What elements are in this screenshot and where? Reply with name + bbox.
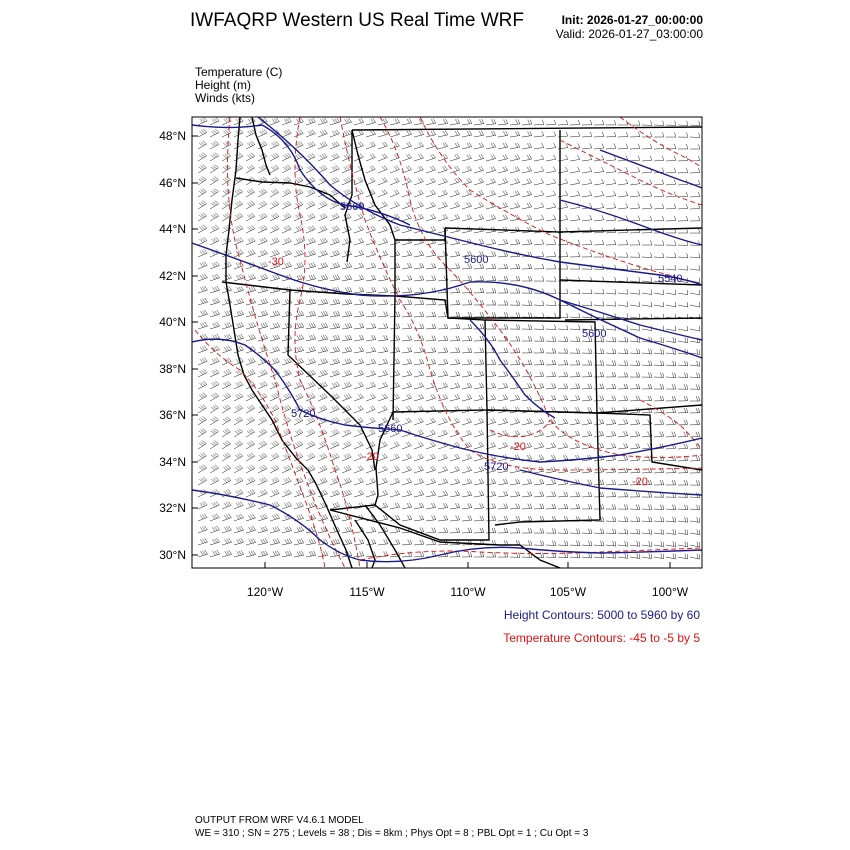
- lat-label: 46°N: [159, 176, 186, 190]
- model-info: OUTPUT FROM WRF V4.6.1 MODEL: [195, 815, 364, 826]
- temperature-label: -20: [510, 441, 526, 453]
- lat-label: 30°N: [159, 548, 186, 562]
- temperature-contour-legend: Temperature Contours: -45 to -5 by 5: [503, 631, 700, 645]
- temperature-label: -20: [632, 476, 648, 488]
- lat-label: 42°N: [159, 269, 186, 283]
- variable-temperature: Temperature (C): [195, 65, 283, 79]
- lon-label: 120°W: [246, 585, 284, 599]
- temperature-label: -20: [363, 451, 379, 463]
- height-contour-legend: Height Contours: 5000 to 5960 by 60: [503, 608, 700, 622]
- state-borders: [222, 117, 702, 568]
- temperature-label: -30: [268, 256, 284, 268]
- lon-label: 115°W: [349, 585, 385, 599]
- lon-label: 105°W: [549, 585, 587, 599]
- height-label: 5660: [378, 423, 403, 435]
- lat-label: 44°N: [159, 222, 186, 236]
- init-time: Init: 2026-01-27_00:00:00: [561, 13, 703, 27]
- wind-barbs: [198, 117, 700, 559]
- lon-label: 110°W: [450, 585, 486, 599]
- lat-label: 32°N: [159, 501, 186, 515]
- lon-label: 100°W: [651, 585, 689, 599]
- height-label: 5600: [464, 254, 489, 266]
- height-label: 5540: [658, 273, 683, 285]
- valid-time: Valid: 2026-01-27_03:00:00: [555, 27, 703, 41]
- height-label: 5660: [340, 201, 365, 213]
- lat-label: 40°N: [159, 315, 186, 329]
- height-label: 5600: [582, 328, 607, 340]
- height-label: 5720: [291, 408, 316, 420]
- variable-winds: Winds (kts): [195, 91, 255, 105]
- lat-label: 34°N: [159, 455, 186, 469]
- model-config: WE = 310 ; SN = 275 ; Levels = 38 ; Dis = 8km ; Phys Opt = 8 ; PBL Opt = 1 ; Cu Opt = 3: [195, 828, 589, 839]
- variable-height: Height (m): [195, 78, 252, 92]
- chart-title: IWFAQRP Western US Real Time WRF: [190, 10, 524, 31]
- height-label: 5720: [484, 461, 509, 473]
- lat-label: 48°N: [159, 129, 186, 143]
- map-frame: [192, 117, 702, 568]
- wind-barb-field: [198, 117, 700, 559]
- lat-label: 36°N: [159, 408, 186, 422]
- lat-label: 38°N: [159, 362, 186, 376]
